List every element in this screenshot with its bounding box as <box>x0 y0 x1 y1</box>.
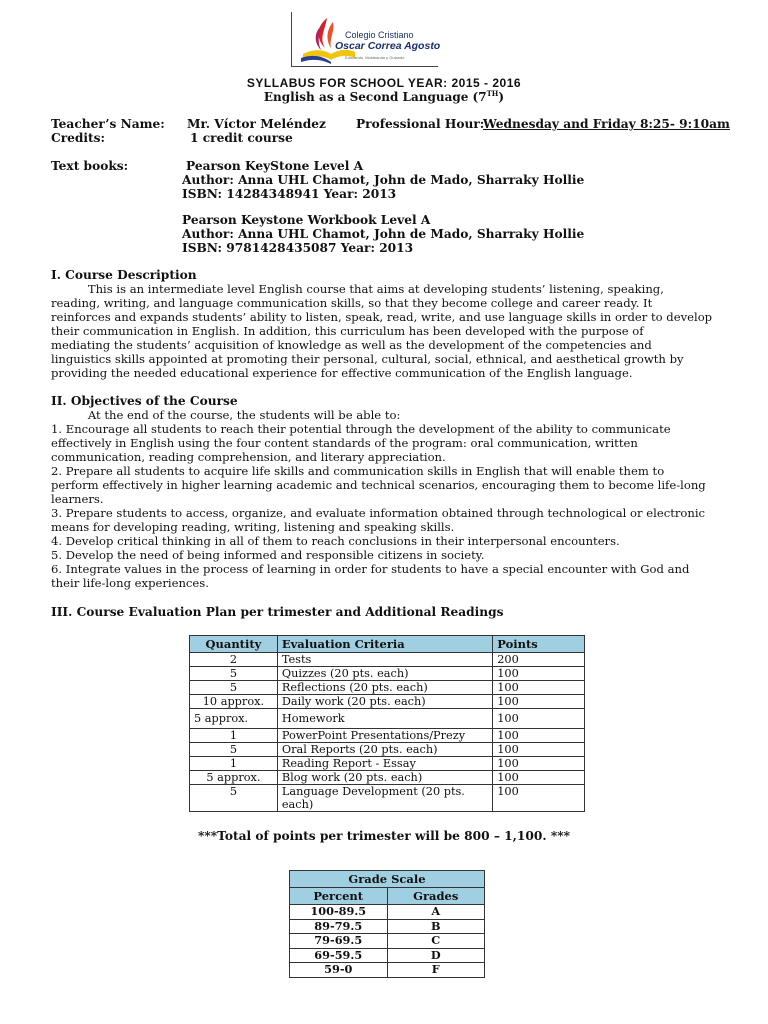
textbooks-label: Text books: <box>51 159 129 173</box>
teacher-label: Teacher’s Name: <box>51 117 165 131</box>
paragraph-line: 1. Encourage all students to reach their potential through the development of the ability to communicate <box>51 422 671 436</box>
paragraph-line: reinforces and expands students’ ability to listen, speak, read, write, and use language skills in order to develop <box>51 310 713 324</box>
criteria-cell: Language Development (20 pts. each) <box>277 785 492 812</box>
grade-row <box>290 963 485 978</box>
paragraph-line: 4. Develop critical thinking in all of them to reach conclusions in their interpersonal encounters. <box>51 534 620 548</box>
header-quantity: Quantity <box>190 636 278 653</box>
course-objectives <box>51 408 721 590</box>
credits-label: Credits: <box>51 131 106 145</box>
paragraph-line: their life-long experiences. <box>51 576 209 590</box>
logo-tagline: Educando, Moldeando y Guiando <box>345 55 405 60</box>
book1-title: Pearson KeyStone Level A <box>186 159 364 173</box>
header-points: Points <box>493 636 585 653</box>
total-points-note: ***Total of points per trimester will be 800 – 1,100. *** <box>198 829 570 843</box>
book1-isbn: ISBN: 14284348941 Year: 2013 <box>182 187 397 201</box>
points-cell: 100 <box>493 743 585 757</box>
hour-label: Professional Hour: <box>356 117 485 131</box>
book1-author: Author: Anna UHL Chamot, John de Mado, Sharraky Hollie <box>182 173 585 187</box>
criteria-cell: Oral Reports (20 pts. each) <box>277 743 492 757</box>
grade-cell: D <box>387 948 484 963</box>
grade-scale-title: Grade Scale <box>290 871 485 888</box>
course-description <box>51 282 721 380</box>
criteria-cell: Blog work (20 pts. each) <box>277 771 492 785</box>
percent-cell: 69-59.5 <box>290 948 388 963</box>
criteria-cell: PowerPoint Presentations/Prezy <box>277 729 492 743</box>
course-title-sup: TH <box>486 89 499 98</box>
course-title <box>0 89 768 104</box>
table-row <box>190 757 585 771</box>
grade-row <box>290 905 485 920</box>
grade-cell: A <box>387 905 484 920</box>
points-cell: 100 <box>493 709 585 729</box>
hour-value: Wednesday and Friday 8:25- 9:10am <box>483 117 730 131</box>
course-title-text: English as a Second Language (7 <box>263 90 487 104</box>
grade-row <box>290 919 485 934</box>
paragraph-line: 5. Develop the need of being informed and responsible citizens in society. <box>51 548 485 562</box>
paragraph-line: reading, writing, and language communication skills, so that they become college and career ready. It <box>51 296 653 310</box>
credits-value: 1 credit course <box>190 131 293 145</box>
points-cell: 100 <box>493 667 585 681</box>
school-logo <box>291 12 439 68</box>
quantity-cell: 2 <box>190 653 278 667</box>
book2-title: Pearson Keystone Workbook Level A <box>182 213 431 227</box>
percent-cell: 59-0 <box>290 963 388 978</box>
paragraph-line: learners. <box>51 492 104 506</box>
points-cell: 100 <box>493 757 585 771</box>
points-cell: 100 <box>493 681 585 695</box>
header-percent: Percent <box>290 888 388 905</box>
criteria-cell: Homework <box>277 709 492 729</box>
section3-heading: III. Course Evaluation Plan per trimester and Additional Readings <box>51 605 504 619</box>
quantity-cell: 5 <box>190 785 278 812</box>
syllabus-title: SYLLABUS FOR SCHOOL YEAR: 2015 - 2016 <box>246 76 522 90</box>
quantity-cell: 5 approx. <box>190 709 278 729</box>
book2-isbn: ISBN: 9781428435087 Year: 2013 <box>182 241 414 255</box>
paragraph-line: mediating the students’ acquisition of knowledge as well as the development of the competencies and <box>51 338 652 352</box>
paragraph-line: means for developing reading, writing, listening and speaking skills. <box>51 520 455 534</box>
paragraph-line: providing the needed educational experience for effective communication of the English language. <box>51 366 633 380</box>
paragraph-line: communication, reading comprehension, and literary appreciation. <box>51 450 446 464</box>
quantity-cell: 5 <box>190 667 278 681</box>
grade-cell: B <box>387 919 484 934</box>
table-row <box>190 681 585 695</box>
table-row <box>190 771 585 785</box>
logo-line2: Oscar Correa Agosto <box>335 40 441 52</box>
section1-heading: I. Course Description <box>51 268 197 282</box>
table-row <box>190 743 585 757</box>
table-row <box>190 667 585 681</box>
grade-row <box>290 948 485 963</box>
points-cell: 100 <box>493 695 585 709</box>
table-row <box>190 653 585 667</box>
quantity-cell: 1 <box>190 729 278 743</box>
criteria-cell: Daily work (20 pts. each) <box>277 695 492 709</box>
paragraph-line: This is an intermediate level English course that aims at developing students’ listening, speaking, <box>51 282 664 296</box>
section2-heading: II. Objectives of the Course <box>51 394 238 408</box>
course-title-close: ) <box>498 90 505 104</box>
grade-cell: C <box>387 934 484 949</box>
points-cell: 100 <box>493 729 585 743</box>
paragraph-line: effectively in English using the four content standards of the program: oral communication, written <box>51 436 638 450</box>
criteria-cell: Reading Report - Essay <box>277 757 492 771</box>
paragraph-line: 6. Integrate values in the process of learning in order for students to have a special encounter with God and <box>51 562 690 576</box>
criteria-cell: Tests <box>277 653 492 667</box>
percent-cell: 100-89.5 <box>290 905 388 920</box>
table-row <box>190 785 585 812</box>
table-row <box>190 695 585 709</box>
criteria-cell: Quizzes (20 pts. each) <box>277 667 492 681</box>
table-row <box>190 729 585 743</box>
points-cell: 100 <box>493 785 585 812</box>
quantity-cell: 1 <box>190 757 278 771</box>
percent-cell: 89-79.5 <box>290 919 388 934</box>
quantity-cell: 10 approx. <box>190 695 278 709</box>
teacher-value: Mr. Víctor Meléndez <box>187 117 326 131</box>
grade-title-row <box>290 871 485 888</box>
paragraph-line: 2. Prepare all students to acquire life skills and communication skills in English that will enable them to <box>51 464 665 478</box>
paragraph-line: At the end of the course, the students will be able to: <box>51 408 401 422</box>
quantity-cell: 5 approx. <box>190 771 278 785</box>
logo-line1: Colegio Cristiano <box>345 30 414 40</box>
evaluation-table <box>189 635 585 812</box>
book2-author: Author: Anna UHL Chamot, John de Mado, Sharraky Hollie <box>182 227 585 241</box>
header-grades: Grades <box>387 888 484 905</box>
table-row <box>190 709 585 729</box>
grade-row <box>290 934 485 949</box>
quantity-cell: 5 <box>190 743 278 757</box>
grade-scale-table <box>289 870 485 978</box>
paragraph-line: linguistics skills appointed at promoting their personal, cultural, social, ethnical, and aesthetical growth by <box>51 352 684 366</box>
paragraph-line: their communication in English. In addition, this curriculum has been developed with the purpose of <box>51 324 644 338</box>
points-cell: 100 <box>493 771 585 785</box>
table-header-row <box>190 636 585 653</box>
header-criteria: Evaluation Criteria <box>277 636 492 653</box>
criteria-cell: Reflections (20 pts. each) <box>277 681 492 695</box>
paragraph-line: 3. Prepare students to access, organize, and evaluate information obtained through technological or electronic <box>51 506 706 520</box>
grade-header-row <box>290 888 485 905</box>
quantity-cell: 5 <box>190 681 278 695</box>
points-cell: 200 <box>493 653 585 667</box>
paragraph-line: perform effectively in higher learning academic and technical scenarios, encouraging them to become life-long <box>51 478 706 492</box>
percent-cell: 79-69.5 <box>290 934 388 949</box>
grade-cell: F <box>387 963 484 978</box>
